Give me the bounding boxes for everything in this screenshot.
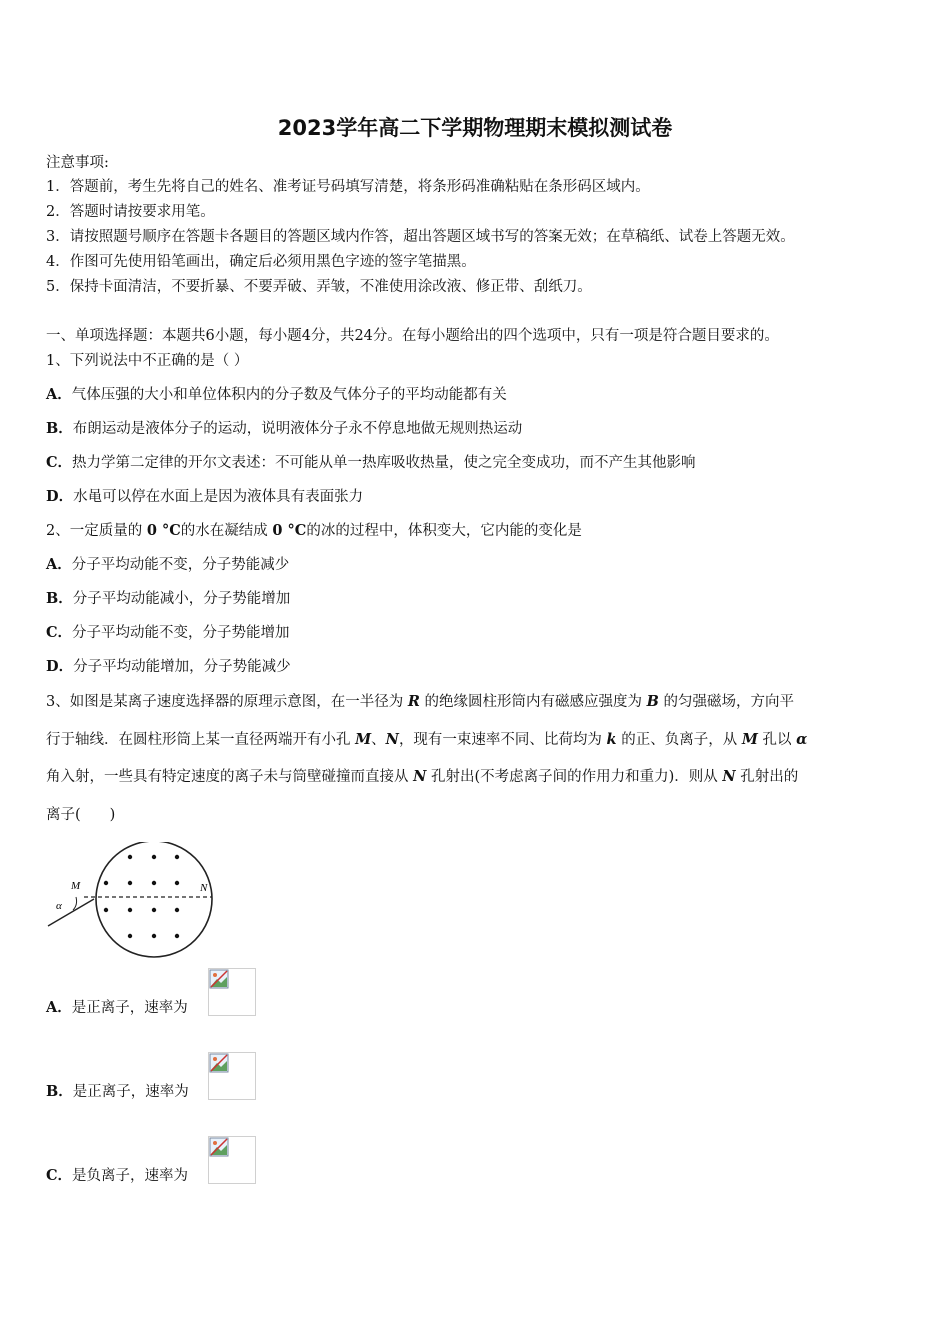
option-text: 布朗运动是液体分子的运动，说明液体分子永不停息地做无规则热运动 [72,421,523,437]
option-text: 水黾可以停在水面上是因为液体具有表面张力 [73,489,364,505]
stem-text: 的正、负离子，从 [616,732,742,748]
option-label: D． [46,488,74,505]
label-n: N [200,882,208,894]
stem-text: 孔射出的 [735,769,799,785]
math-symbol: N [413,768,427,785]
option-text: 是正离子，速率为 [71,1000,188,1016]
option-text: 气体压强的大小和单位体积内的分子数及气体分子的平均动能都有关 [71,387,507,403]
notice-item: 2．答题时请按要求用笔。 [46,204,215,220]
stem-text: 、 [371,732,386,748]
broken-image-icon [209,1137,229,1157]
angle-arc [73,897,77,910]
field-dot [152,881,156,885]
broken-image-placeholder [208,1136,256,1184]
question-1-option-c [46,453,696,473]
option-label: C． [46,1167,73,1184]
field-dot [104,881,108,885]
field-dot [152,908,156,912]
question-3-option-a [46,998,188,1018]
field-dot [128,934,132,938]
option-label: B． [46,590,73,607]
velocity-selector-diagram [44,842,224,962]
field-dot [128,881,132,885]
notice-item: 4．作图可先使用铅笔画出，确定后必须用黑色字迹的签字笔描黑。 [46,254,476,270]
option-text: 分子平均动能减小，分子势能增加 [72,591,291,607]
question-2-option-a [46,555,289,575]
question-1-option-b [46,419,522,439]
field-dot [152,855,156,859]
option-label: B． [46,1083,73,1100]
field-dot [152,934,156,938]
question-3-option-c [46,1166,188,1186]
option-label: A． [46,386,72,403]
temperature-value: 0 °C [146,522,181,539]
option-label: C． [46,624,73,641]
notice-item: 1．答题前，考生先将自己的姓名、准考证号码填写清楚，将条形码准确粘贴在条形码区域内。 [46,179,650,195]
question-3-stem-line-3 [46,767,798,787]
question-2-stem [46,521,582,541]
stem-text: 角入射，一些具有特定速度的离子未与筒壁碰撞而直接从 [46,769,414,785]
field-dot [104,908,108,912]
stem-text: 孔以 [757,732,797,748]
cylinder-circle [96,842,212,957]
math-symbol: M [741,731,758,748]
stem-text: 3、如图是某离子速度选择器的原理示意图，在一半径为 [46,694,408,710]
math-symbol: N [722,768,736,785]
stem-text: ，现有一束速率不同、比荷均为 [398,732,607,748]
question-3-stem-line-1 [46,692,794,712]
broken-image-placeholder [208,1052,256,1100]
field-dot [175,855,179,859]
question-2-option-c [46,623,290,643]
question-1-option-a [46,385,507,405]
question-1-stem: 1、下列说法中不正确的是（ ） [46,353,249,369]
stem-text: 的水在凝结成 [180,523,273,539]
broken-image-icon [209,969,229,989]
field-dot [128,855,132,859]
math-symbol: R [407,693,420,710]
notice-item: 3．请按照题号顺序在答题卡各题目的答题区域内作答，超出答题区域书写的答案无效；在草稿纸、试卷上答题无效。 [46,229,795,245]
stem-text: 的冰的过程中，体积变大，它内能的变化是 [306,523,582,539]
page-title: 2023学年高二下学期物理期末模拟测试卷 [277,116,673,140]
broken-image-icon [209,1053,229,1073]
option-text: 热力学第二定律的开尔文表述：不可能从单一热库吸收热量，使之完全变成功，而不产生其他影响 [72,455,696,471]
broken-image-placeholder [208,968,256,1016]
stem-text: 2、一定质量的 [46,523,147,539]
field-dot [175,881,179,885]
option-text: 分子平均动能不变，分子势能增加 [72,625,290,641]
option-label: D． [46,658,74,675]
incident-ray-line [48,899,94,926]
stem-text: 孔射出(不考虑离子间的作用力和重力)．则从 [426,769,723,785]
notice-heading: 注意事项: [46,155,109,171]
notice-item: 5．保持卡面清洁，不要折暴、不要弄破、弄皱，不准使用涂改液、修正带、刮纸刀。 [46,279,592,295]
math-symbol: N [385,731,399,748]
stem-text: 的匀强磁场，方向平 [658,694,794,710]
question-2-option-d [46,657,291,677]
field-dot [175,908,179,912]
stem-text: 行于轴线．在圆柱形筒上某一直径两端开有小孔 [46,732,356,748]
option-text: 是正离子，速率为 [72,1084,189,1100]
math-symbol: M [355,731,372,748]
math-symbol: k [606,731,617,748]
temperature-value: 0 °C [272,522,307,539]
field-dot [128,908,132,912]
math-symbol: B [646,693,659,710]
field-dot [175,934,179,938]
question-1-option-d [46,487,363,507]
option-label: C． [46,454,73,471]
question-3-stem-line-4: 离子( ) [46,807,116,823]
stem-text: 的绝缘圆柱形筒内有磁感应强度为 [419,694,647,710]
option-text: 分子平均动能增加，分子势能减少 [73,659,291,675]
math-symbol: α [796,731,808,748]
option-label: B． [46,420,73,437]
section-heading: 一、单项选择题：本题共6小题，每小题4分，共24分。在每小题给出的四个选项中，只有一项是符合题目要求的。 [46,328,779,344]
label-m: M [71,880,81,892]
option-text: 是负离子，速率为 [72,1168,189,1184]
question-3-option-b [46,1082,189,1102]
option-text: 分子平均动能不变，分子势能减少 [71,557,290,573]
question-3-stem-line-2 [46,730,807,750]
option-label: A． [46,556,72,573]
question-2-option-b [46,589,290,609]
option-label: A． [46,999,72,1016]
label-alpha: α [56,900,62,912]
